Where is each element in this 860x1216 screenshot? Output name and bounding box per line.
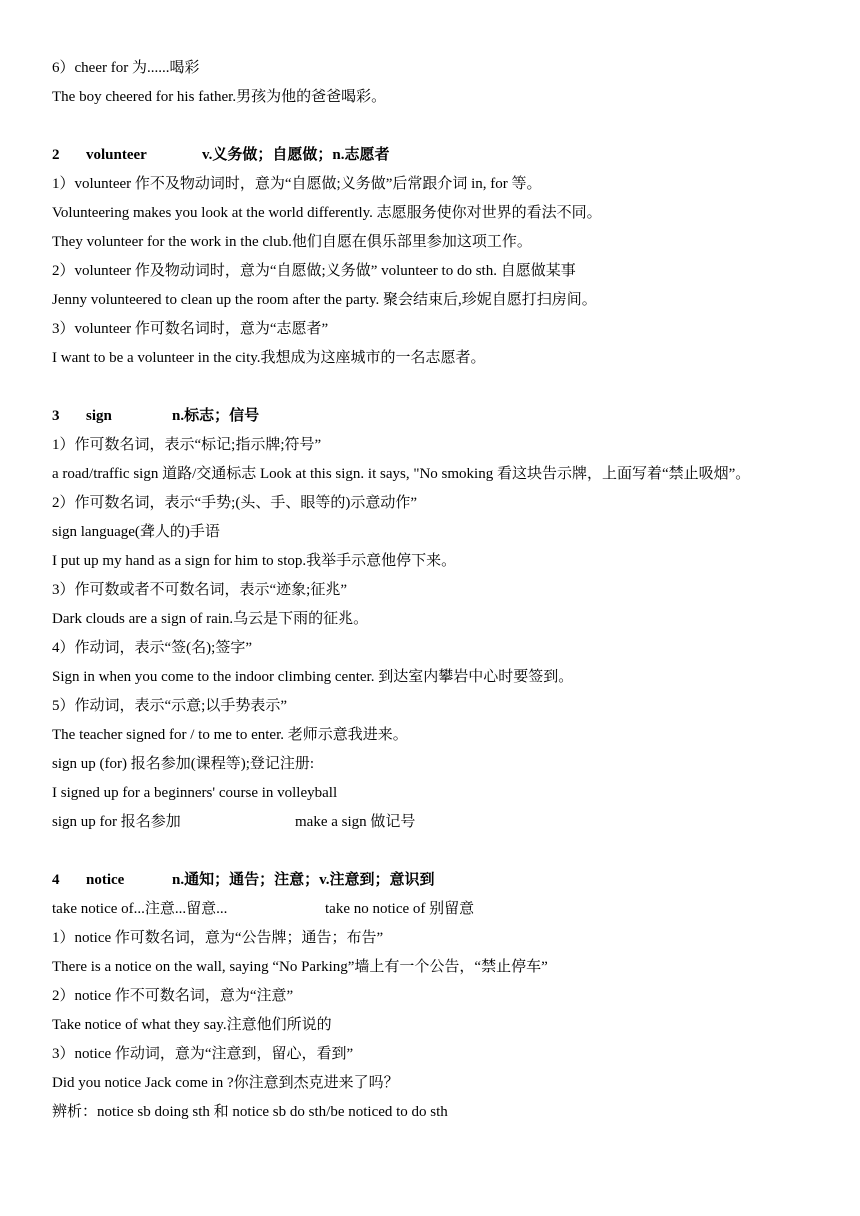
example-line: Dark clouds are a sign of rain.乌云是下雨的征兆。 <box>52 611 369 627</box>
section-pos: v.义务做；自愿做；n.志愿者 <box>202 147 390 163</box>
usage-line: 5）作动词，表示“示意;以手势表示” <box>52 698 287 714</box>
example-line: I signed up for a beginners' course in volleyball <box>52 785 338 801</box>
example-line: sign language(聋人的)手语 <box>52 524 220 540</box>
section-heading-notice <box>52 866 822 895</box>
cheer-item-6: 6）cheer for 为......喝彩 <box>52 60 200 76</box>
example-line: Jenny volunteered to clean up the room after the party. 聚会结束后,珍妮自愿打扫房间。 <box>52 292 597 308</box>
section-number: 2 <box>52 147 60 163</box>
example-line: The teacher signed for / to me to enter. 老师示意我进来。 <box>52 727 408 743</box>
section-number: 3 <box>52 408 60 424</box>
comparison-line: 辨析：notice sb doing sth 和 notice sb do sth/be noticed to do sth <box>52 1104 448 1120</box>
phrase-line: sign up (for) 报名参加(课程等);登记注册: <box>52 756 315 772</box>
usage-line: 2）volunteer 作及物动词时，意为“自愿做;义务做” volunteer to do sth. 自愿做某事 <box>52 263 576 279</box>
usage-line: 3）volunteer 作可数名词时，意为“志愿者” <box>52 321 329 337</box>
blank-line <box>52 373 822 402</box>
phrase-line <box>52 808 822 837</box>
section-word: notice <box>86 872 125 888</box>
blank-line <box>52 112 822 141</box>
usage-line: 2）notice 作不可数名词，意为“注意” <box>52 988 294 1004</box>
example-line: They volunteer for the work in the club.他们自愿在俱乐部里参加这项工作。 <box>52 234 532 250</box>
example-line: Volunteering makes you look at the world differently. 志愿服务使你对世界的看法不同。 <box>52 205 602 221</box>
section-pos: n.通知；通告；注意；v.注意到；意识到 <box>172 872 435 888</box>
usage-line: 3）notice 作动词，意为“注意到，留心，看到” <box>52 1046 354 1062</box>
usage-line: 2）作可数名词，表示“手势;(头、手、眼等的)示意动作” <box>52 495 417 511</box>
section-pos: n.标志；信号 <box>172 408 260 424</box>
example-line: a road/traffic sign 道路/交通标志 Look at this sign. it says, "No smoking 看这块告示牌，上面写着“禁止吸烟”。 <box>52 466 751 482</box>
example-line: There is a notice on the wall, saying “No Parking”墙上有一个公告，“禁止停车” <box>52 959 548 975</box>
example-line: Take notice of what they say.注意他们所说的 <box>52 1017 332 1033</box>
example-line: Sign in when you come to the indoor climbing center. 到达室内攀岩中心时要签到。 <box>52 669 574 685</box>
usage-line: 3）作可数或者不可数名词，表示“迹象;征兆” <box>52 582 347 598</box>
usage-line: 4）作动词，表示“签(名);签字” <box>52 640 252 656</box>
example-line: I put up my hand as a sign for him to stop.我举手示意他停下来。 <box>52 553 457 569</box>
document-page <box>52 54 822 1127</box>
section-heading-sign <box>52 402 822 431</box>
phrase: take notice of...注意...留意... <box>52 901 228 917</box>
usage-line: 1）volunteer 作不及物动词时，意为“自愿做;义务做”后常跟介词 in, for 等。 <box>52 176 542 192</box>
example-line: I want to be a volunteer in the city.我想成为这座城市的一名志愿者。 <box>52 350 486 366</box>
phrase: make a sign 做记号 <box>295 814 416 830</box>
phrase-line <box>52 895 822 924</box>
section-number: 4 <box>52 872 60 888</box>
cheer-example-6: The boy cheered for his father.男孩为他的爸爸喝彩。 <box>52 89 387 105</box>
blank-line <box>52 837 822 866</box>
section-heading-volunteer <box>52 141 822 170</box>
section-word: sign <box>86 408 112 424</box>
usage-line: 1）notice 作可数名词，意为“公告牌；通告；布告” <box>52 930 384 946</box>
example-line: Did you notice Jack come in ?你注意到杰克进来了吗？ <box>52 1075 399 1091</box>
phrase: take no notice of 别留意 <box>325 901 475 917</box>
section-word: volunteer <box>86 147 147 163</box>
phrase: sign up for 报名参加 <box>52 814 181 830</box>
usage-line: 1）作可数名词，表示“标记;指示牌;符号” <box>52 437 322 453</box>
